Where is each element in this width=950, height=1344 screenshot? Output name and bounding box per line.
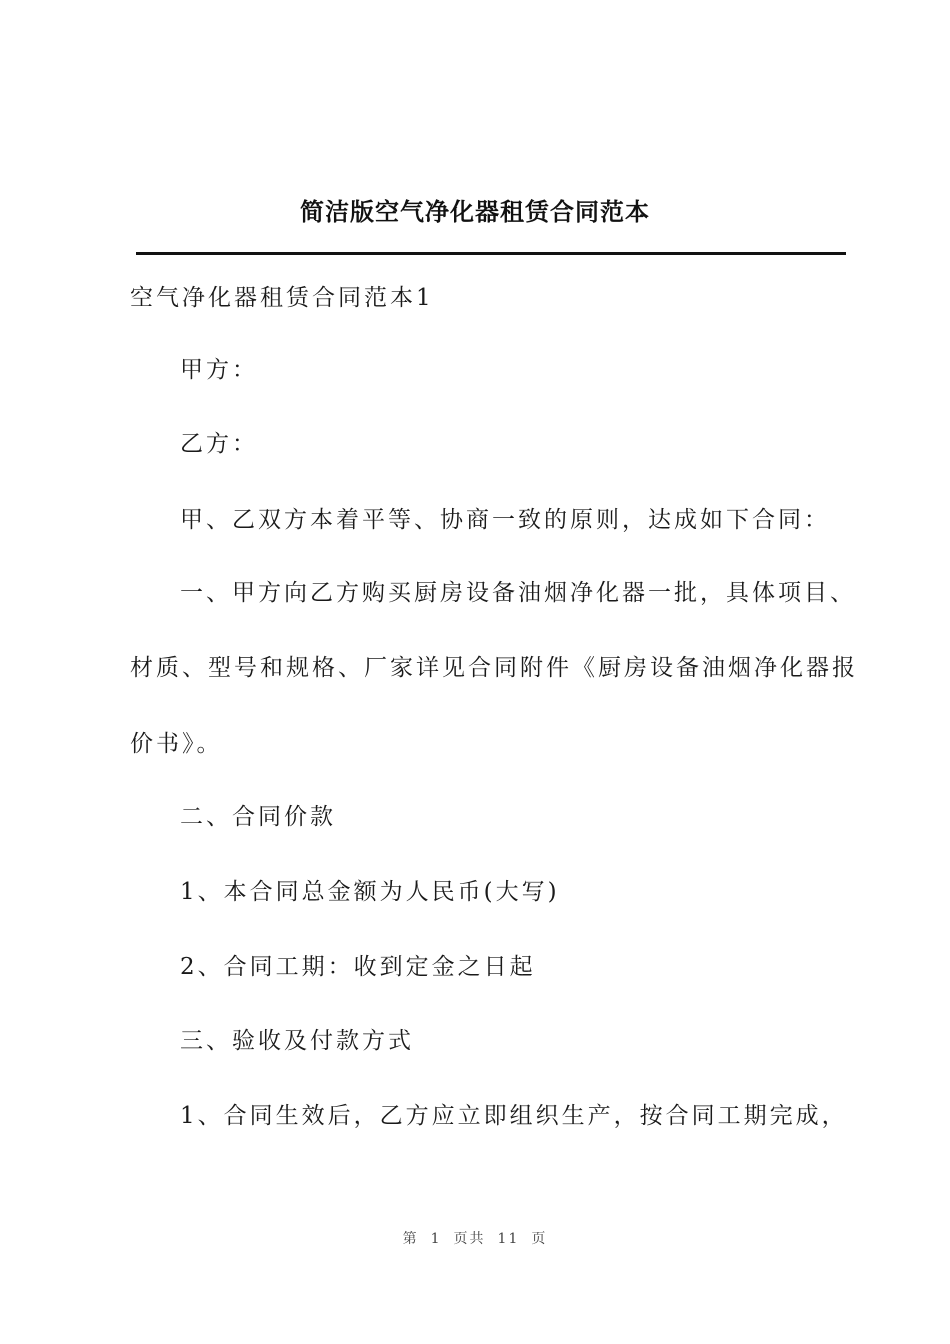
paragraph-line: 甲、乙双方本着平等、协商一致的原则，达成如下合同： xyxy=(180,507,830,533)
document-title: 简洁版空气净化器租赁合同范本 xyxy=(300,198,650,226)
paragraph-line: 价书》。 xyxy=(130,731,223,757)
paragraph-line: 材质、型号和规格、厂家详见合同附件《厨房设备油烟净化器报 xyxy=(130,655,858,681)
paragraph-line: 1、本合同总金额为人民币(大写) xyxy=(180,879,560,905)
footer-prefix: 第 xyxy=(402,1231,419,1247)
clause-heading: 二、合同价款 xyxy=(180,804,336,830)
section-heading: 空气净化器租赁合同范本1 xyxy=(130,285,434,311)
footer-suffix: 页 xyxy=(531,1231,548,1247)
clause-heading: 三、验收及付款方式 xyxy=(180,1028,414,1054)
party-b-line: 乙方： xyxy=(180,431,258,457)
paragraph-line: 一、甲方向乙方购买厨房设备油烟净化器一批，具体项目、 xyxy=(180,580,856,606)
footer-total-pages: 11 xyxy=(497,1231,520,1247)
paragraph-line: 2、合同工期：收到定金之日起 xyxy=(180,954,536,980)
title-underline xyxy=(136,252,846,255)
page-footer xyxy=(0,1229,950,1249)
footer-current-page: 1 xyxy=(430,1231,442,1247)
paragraph-line: 1、合同生效后，乙方应立即组织生产，按合同工期完成， xyxy=(180,1103,848,1129)
footer-middle: 页共 xyxy=(453,1231,486,1247)
party-a-line: 甲方： xyxy=(180,357,258,383)
